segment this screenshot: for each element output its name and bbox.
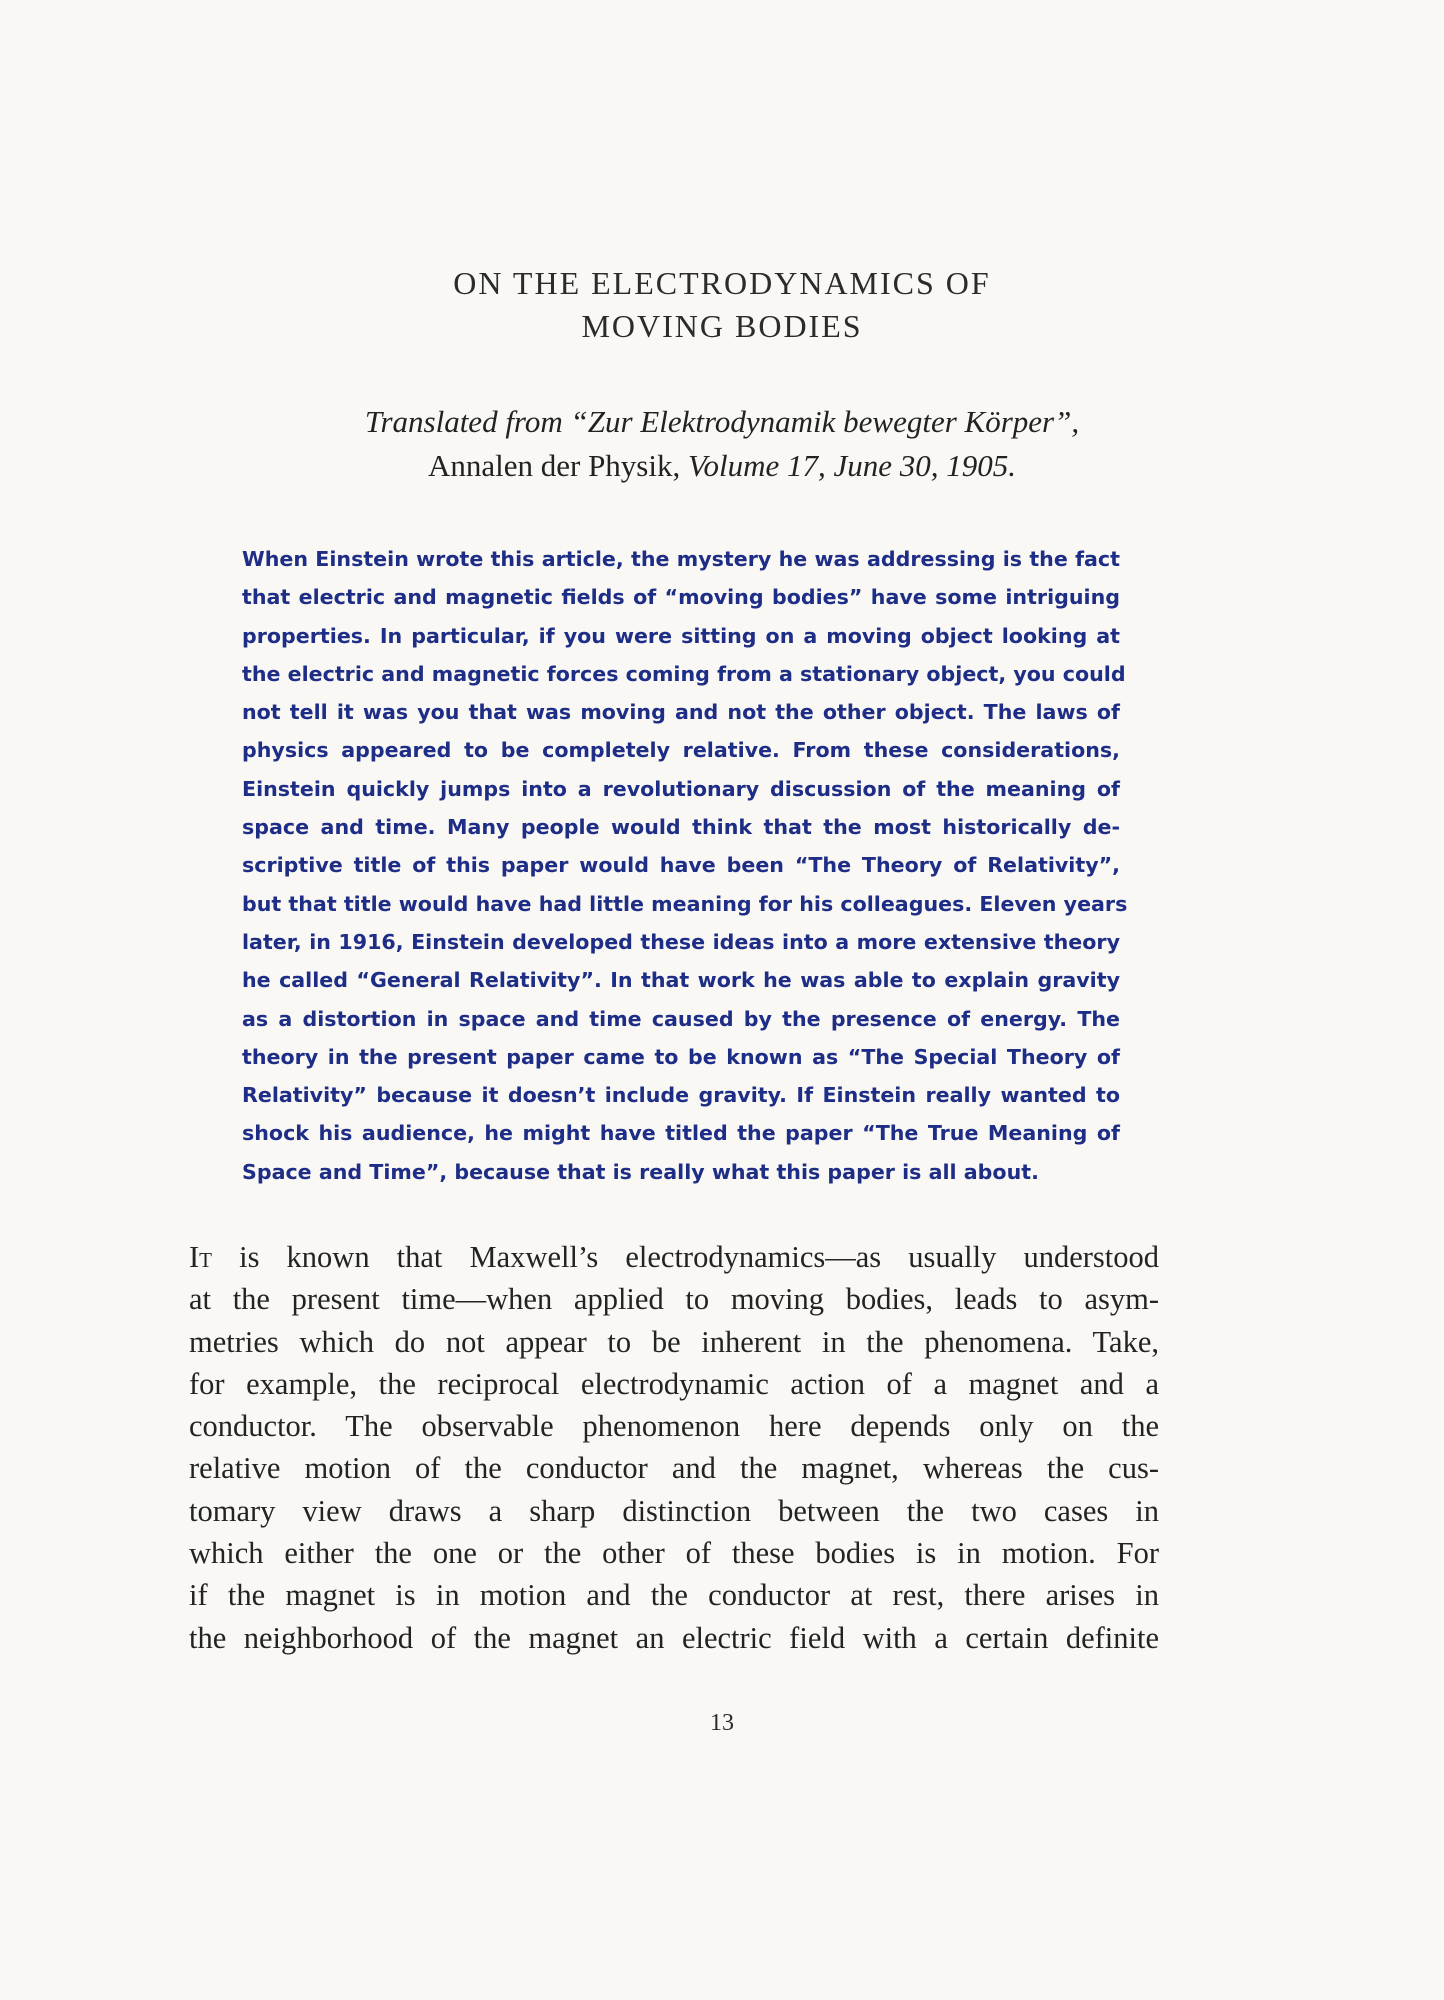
body-line: the neighborhood of the magnet an electric field with a certain definite [189, 1620, 1159, 1655]
body-line: tomary view draws a sharp distinction between the two cases in [189, 1493, 1159, 1528]
page-title [0, 262, 1444, 348]
subtitle-line-1 [0, 400, 1444, 444]
intro-line: When Einstein wrote this article, the mystery he was addressing is the fact [242, 547, 1120, 571]
editor-introduction [242, 540, 1128, 1191]
title-line-1: ON THE ELECTRODYNAMICS OF [453, 265, 991, 301]
translation-note [0, 400, 1444, 488]
subtitle-line-2 [0, 444, 1444, 488]
drop-word: It [189, 1240, 212, 1274]
body-line: metries which do not appear to be inherent in the phenomena. Take, [189, 1324, 1159, 1359]
body-line: at the present time—when applied to moving bodies, leads to asym- [189, 1282, 1159, 1317]
subtitle-volume-date: Volume 17, June 30, 1905. [688, 448, 1017, 483]
body-line: conductor. The observable phenomenon here depends only on the [189, 1409, 1159, 1444]
intro-line: later, in 1916, Einstein developed these ideas into a more extensive theory [242, 929, 1120, 954]
intro-line: Space and Time”, because that is really what this paper is all about. [242, 1159, 1039, 1184]
intro-line: shock his audience, he might have titled the paper “The True Meaning of [242, 1121, 1120, 1146]
intro-line: the electric and magnetic forces coming from a stationary object, you could [242, 661, 1126, 686]
body-first-line-text: is known that Maxwell’s electrodynamics—as usually understood [211, 1240, 1159, 1274]
intro-line: scriptive title of this paper would have been “The Theory of Relativity”, [242, 853, 1120, 878]
intro-line: that electric and magnetic fields of “moving bodies” have some intriguing [242, 585, 1120, 610]
body-line: which either the one or the other of these bodies is in motion. For [189, 1536, 1159, 1571]
intro-line: as a distortion in space and time caused by the presence of energy. The [242, 1006, 1120, 1031]
intro-line: Relativity” because it doesn’t include gravity. If Einstein really wanted to [242, 1083, 1120, 1108]
body-line-first [189, 1236, 1159, 1278]
intro-line: space and time. Many people would think that the most historically de- [242, 815, 1120, 840]
body-line: relative motion of the conductor and the magnet, whereas the cus- [189, 1451, 1159, 1486]
body-line: for example, the reciprocal electrodynamic action of a magnet and a [189, 1366, 1159, 1401]
intro-line: physics appeared to be completely relative. From these considerations, [242, 738, 1120, 763]
intro-line: Einstein quickly jumps into a revolutionary discussion of the meaning of [242, 776, 1120, 801]
intro-line: not tell it was you that was moving and not the other object. The laws of [242, 700, 1120, 725]
intro-line: theory in the present paper came to be known as “The Special Theory of [242, 1044, 1120, 1069]
article-body [189, 1236, 1159, 1659]
page-number: 13 [710, 1710, 734, 1736]
subtitle-source-title: Translated from “Zur Elektrodynamik bewegter Körper”, [364, 404, 1080, 439]
intro-line: he called “General Relativity”. In that work he was able to explain gravity [242, 968, 1120, 993]
intro-line: but that title would have had little meaning for his colleagues. Eleven years [242, 891, 1128, 916]
body-line: if the magnet is in motion and the conductor at rest, there arises in [189, 1578, 1159, 1613]
intro-line: properties. In particular, if you were sitting on a moving object looking at [242, 623, 1120, 648]
title-line-2: MOVING BODIES [581, 308, 863, 344]
subtitle-journal: Annalen der Physik, [427, 448, 681, 483]
